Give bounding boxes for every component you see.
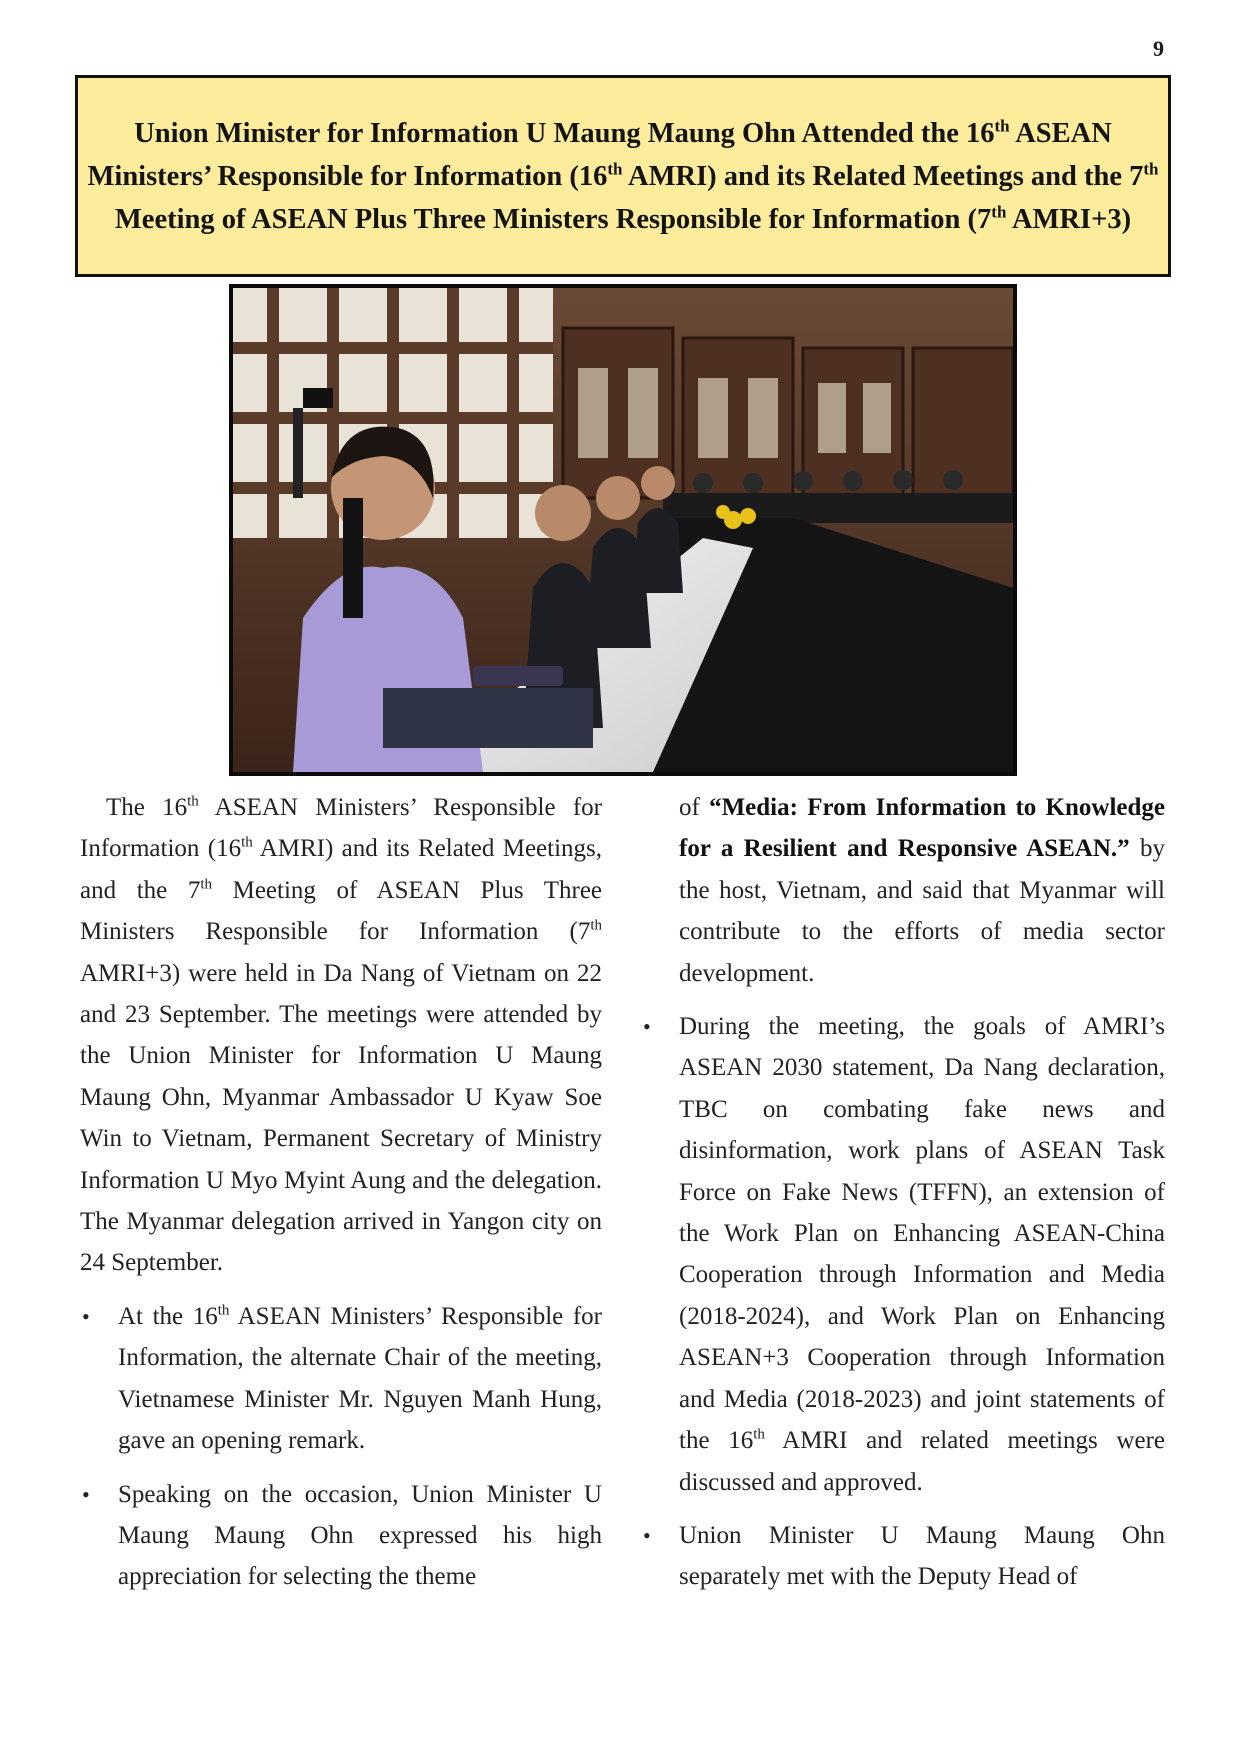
bullet-icon: •: [82, 1481, 90, 1507]
bullet-text: [118, 1296, 602, 1462]
bullet-text: Speaking on the occasion, Union Minister U Maung Maung Ohn expressed his high appreciation for selecting the theme: [118, 1480, 602, 1591]
body-text: The 16: [106, 794, 188, 821]
body-text: by the host, Vietnam, and said that Myanmar will contribute to the efforts of media sector development.: [679, 835, 1166, 987]
intro-paragraph: [80, 787, 602, 1284]
body-text: ASEAN Ministers’ Responsible for Information, the alternate Chair of the meeting, Vietnamese Minister Mr. Nguyen Manh Hung, gave an opening remark.: [118, 1302, 603, 1455]
title-text: Meeting of ASEAN Plus Three Ministers Responsible for Information (7: [114, 203, 992, 235]
body-text: Meeting of ASEAN Plus Three Ministers Responsible for Information (7: [80, 876, 603, 946]
page-number: 9: [1153, 36, 1164, 61]
superscript: th: [200, 876, 213, 893]
title-superscript: th: [991, 202, 1007, 221]
title-text: AMRI) and its Related Meetings and the 7: [622, 160, 1144, 192]
article-title: [84, 112, 1162, 241]
superscript: th: [241, 835, 253, 852]
title-text: AMRI+3): [1006, 203, 1132, 235]
body-text: AMRI) and its Related Meetings, and the 7: [80, 835, 603, 904]
bullet-icon: •: [643, 1014, 651, 1040]
body-text: AMRI and related meetings were discussed and approved.: [679, 1427, 1165, 1496]
bullet-item: [643, 1006, 1165, 1503]
title-superscript: th: [1143, 159, 1159, 178]
meeting-photo: [229, 284, 1017, 776]
superscript: th: [590, 917, 602, 934]
bullet-item: [643, 1515, 1165, 1598]
title-superscript: th: [994, 116, 1010, 135]
title-box: [75, 75, 1171, 277]
bullet-icon: •: [82, 1303, 90, 1329]
superscript: th: [753, 1426, 765, 1443]
continued-paragraph: [679, 787, 1165, 994]
bullet-text: Union Minister U Maung Maung Ohn separately met with the Deputy Head of: [679, 1521, 1165, 1591]
left-column: [80, 787, 602, 1598]
bullet-item: [80, 1296, 602, 1462]
body-text: At the 16: [118, 1302, 218, 1330]
body-text: of: [679, 794, 710, 821]
theme-text: “Media: From Information to Knowledge for a Resilient and Responsive ASEAN.”: [679, 794, 1165, 863]
right-column: [643, 787, 1166, 1598]
title-superscript: th: [607, 159, 623, 178]
superscript: th: [217, 1302, 230, 1319]
title-text: Union Minister for Information U Maung Maung Ohn Attended the 16: [134, 117, 995, 149]
bullet-icon: •: [643, 1522, 651, 1548]
body-text: During the meeting, the goals of AMRI’s ASEAN 2030 statement, Da Nang declaration, TBC on combating fake news and disinformation, work plans of ASEAN Task Force on Fake News (TFFN), an extension of the Work Plan on Enhancing ASEAN-China Cooperation through Information and Media (2018-2024), and Work Plan on Enhancing ASEAN+3 Cooperation through Information and Media (2018-2023) and joint statements of the 16: [679, 1013, 1165, 1455]
body-text: ASEAN Ministers’ Responsible for Information (16: [80, 794, 602, 863]
body-text: AMRI+3) were held in Da Nang of Vietnam on 22 and 23 September. The meetings were attended by the Union Minister for Information U Maung Maung Ohn, Myanmar Ambassador U Kyaw Soe Win to Vietnam, Permanent Secretary of Ministry Information U Myo Myint Aung and the delegation. The Myanmar delegation arrived in Yangon city on 24 September.: [80, 959, 602, 1277]
title-text: ASEAN Ministers’ Responsible for Information (16: [87, 117, 1112, 192]
meeting-photo-illustration: [233, 288, 1013, 772]
bullet-text: [679, 1006, 1165, 1503]
bullet-item: [80, 1474, 602, 1598]
superscript: th: [187, 793, 199, 810]
